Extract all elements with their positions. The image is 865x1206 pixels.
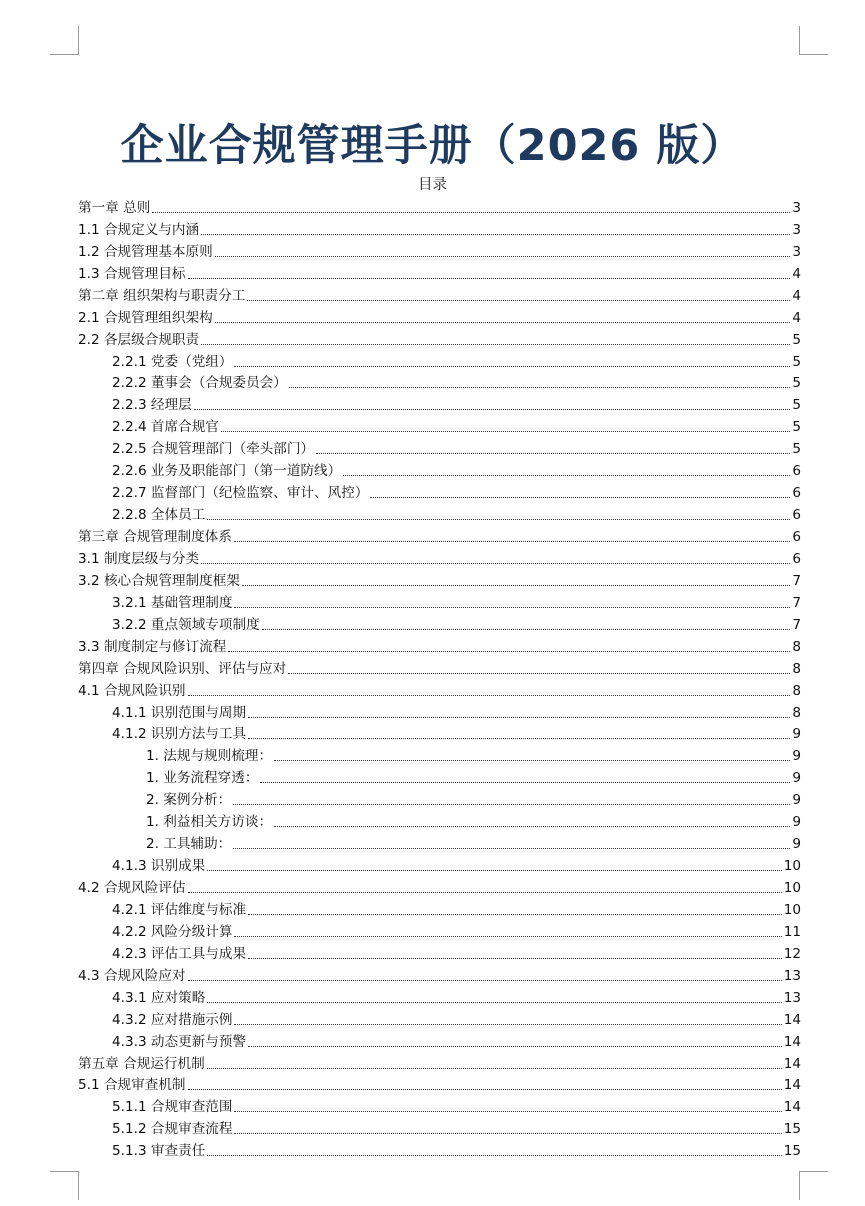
toc-dot-leader [207, 519, 790, 520]
toc-dot-leader [207, 1155, 781, 1156]
toc-page-number: 9 [792, 814, 801, 831]
toc-page-number: 15 [783, 1143, 801, 1160]
toc-entry[interactable] [78, 723, 801, 745]
toc-entry-title: 2.1 合规管理组织架构 [78, 309, 213, 326]
toc-page-number: 14 [783, 1033, 801, 1050]
document-title: 企业合规管理手册（2026 版） [120, 120, 745, 171]
toc-dot-leader [188, 1089, 782, 1090]
toc-page-number: 10 [783, 858, 801, 875]
toc-entry-title: 1.3 合规管理目标 [78, 265, 186, 282]
toc-entry-title: 4.1 合规风险识别 [78, 682, 186, 699]
toc-dot-leader [188, 980, 782, 981]
toc-entry[interactable] [78, 1052, 801, 1074]
toc-page-number: 5 [792, 331, 801, 348]
toc-entry[interactable] [78, 350, 801, 372]
toc-entry-title: 4.1.1 识别范围与周期 [112, 704, 247, 721]
toc-entry-title: 第二章 组织架构与职责分工 [78, 287, 246, 304]
toc-entry-title: 5.1 合规审查机制 [78, 1077, 186, 1094]
toc-entry[interactable] [78, 942, 801, 964]
toc-entry-title: 4.1.2 识别方法与工具 [112, 726, 247, 743]
toc-dot-leader [234, 1133, 781, 1134]
toc-dot-leader [234, 936, 781, 937]
toc-dot-leader [234, 541, 790, 542]
toc-dot-leader [221, 431, 790, 432]
toc-dot-leader [201, 344, 790, 345]
toc-dot-leader [215, 256, 791, 257]
toc-entry[interactable] [78, 459, 801, 481]
toc-page-number: 8 [792, 682, 801, 699]
toc-dot-leader [207, 1068, 782, 1069]
toc-entry[interactable] [78, 832, 801, 854]
toc-entry-title: 2.2.7 监督部门（纪检监察、审计、风控） [112, 485, 369, 502]
toc-entry-title: 第三章 合规管理制度体系 [78, 529, 232, 545]
toc-dot-leader [233, 848, 790, 849]
toc-entry[interactable] [78, 898, 801, 920]
toc-entry-title: 2.2.2 董事会（合规委员会） [112, 375, 287, 392]
toc-entry[interactable] [78, 920, 801, 942]
toc-page-number: 9 [792, 792, 801, 809]
toc-page-number: 10 [783, 901, 801, 918]
toc-entry[interactable] [78, 657, 801, 679]
toc-dot-leader [234, 607, 790, 608]
toc-dot-leader [262, 629, 791, 630]
toc-page-number: 4 [792, 265, 801, 282]
toc-entry[interactable] [78, 284, 801, 306]
toc-page-number: 9 [792, 726, 801, 743]
toc-page-number: 10 [783, 880, 801, 896]
toc-entry-title: 4.2.3 评估工具与成果 [112, 945, 247, 962]
toc-entry[interactable] [78, 415, 801, 437]
toc-entry[interactable] [78, 635, 801, 657]
crop-mark-top-right [799, 26, 828, 55]
toc-dot-leader [248, 717, 790, 718]
toc-entry-title: 2. 案例分析： [146, 792, 232, 809]
toc-entry[interactable] [78, 876, 801, 898]
toc-entry-title: 2. 工具辅助： [146, 836, 232, 853]
toc-page-number: 6 [792, 485, 801, 502]
toc-dot-leader [188, 278, 791, 279]
crop-mark-bottom-left [50, 1171, 79, 1200]
toc-entry[interactable] [78, 766, 801, 788]
toc-heading: 目录 [418, 177, 447, 193]
toc-entry-title: 4.3 合规风险应对 [78, 967, 186, 984]
toc-entry-title: 5.1.1 合规审查范围 [112, 1099, 233, 1116]
toc-entry[interactable] [78, 437, 801, 459]
toc-entry-title: 1.2 合规管理基本原则 [78, 243, 213, 260]
toc-entry[interactable] [78, 262, 801, 284]
table-of-contents [78, 196, 801, 1161]
toc-dot-leader [201, 234, 790, 235]
toc-entry[interactable] [78, 481, 801, 503]
toc-entry-title: 第一章 总则 [78, 199, 151, 216]
toc-dot-leader [274, 826, 790, 827]
toc-entry[interactable] [78, 964, 801, 986]
toc-entry-title: 1.1 合规定义与内涵 [78, 221, 200, 238]
toc-entry[interactable] [78, 240, 801, 262]
toc-page-number: 4 [792, 309, 801, 326]
toc-dot-leader [248, 1046, 782, 1047]
toc-dot-leader [188, 695, 791, 696]
toc-dot-leader [248, 958, 782, 959]
toc-entry-title: 第四章 合规风险识别、评估与应对 [78, 660, 287, 677]
toc-dot-leader [233, 804, 790, 805]
toc-page-number: 13 [783, 989, 801, 1006]
toc-dot-leader [289, 387, 790, 388]
toc-entry[interactable] [78, 569, 801, 591]
toc-dot-leader [370, 497, 790, 498]
toc-page-number: 7 [792, 616, 801, 633]
toc-dot-leader [242, 585, 790, 586]
toc-entry[interactable] [78, 218, 801, 240]
toc-entry[interactable] [78, 701, 801, 723]
toc-entry[interactable] [78, 328, 801, 350]
toc-entry[interactable] [78, 525, 801, 547]
toc-entry-title: 3.2 核心合规管理制度框架 [78, 572, 240, 589]
toc-entry-title: 4.3.1 应对策略 [112, 989, 206, 1006]
toc-page-number: 6 [792, 507, 801, 524]
toc-entry-title: 1. 利益相关方访谈： [146, 814, 273, 831]
toc-entry-title: 1. 法规与规则梳理： [146, 748, 273, 765]
toc-page-number: 8 [792, 704, 801, 721]
toc-dot-leader [248, 914, 782, 915]
toc-dot-leader [152, 212, 790, 213]
toc-page-number: 6 [792, 529, 801, 545]
toc-entry[interactable] [78, 744, 801, 766]
crop-mark-top-left [50, 26, 79, 55]
toc-page-number: 5 [792, 353, 801, 370]
toc-page-number: 4 [792, 287, 801, 304]
toc-page-number: 8 [792, 638, 801, 655]
toc-entry-title: 2.2.3 经理层 [112, 397, 192, 414]
toc-page-number: 5 [792, 441, 801, 458]
toc-entry[interactable] [78, 393, 801, 415]
toc-dot-leader [316, 453, 790, 454]
toc-entry-title: 3.1 制度层级与分类 [78, 550, 200, 567]
toc-page-number: 7 [792, 594, 801, 611]
toc-dot-leader [288, 673, 790, 674]
toc-dot-leader [207, 870, 781, 871]
toc-dot-leader [248, 738, 790, 739]
toc-page-number: 9 [792, 748, 801, 765]
toc-entry-title: 3.3 制度制定与修订流程 [78, 638, 227, 655]
toc-page-number: 13 [783, 967, 801, 984]
toc-entry[interactable] [78, 591, 801, 613]
toc-page-number: 5 [792, 397, 801, 414]
toc-entry[interactable] [78, 986, 801, 1008]
toc-entry[interactable] [78, 1008, 801, 1030]
toc-dot-leader [188, 892, 782, 893]
toc-entry-title: 2.2.8 全体员工 [112, 507, 206, 524]
toc-entry-title: 5.1.2 合规审查流程 [112, 1121, 233, 1138]
toc-entry[interactable] [78, 1095, 801, 1117]
toc-entry-title: 4.3.2 应对措施示例 [112, 1011, 233, 1028]
toc-dot-leader [234, 1024, 781, 1025]
toc-entry-title: 4.1.3 识别成果 [112, 858, 206, 875]
toc-page-number: 14 [783, 1077, 801, 1094]
toc-entry[interactable] [78, 306, 801, 328]
toc-entry[interactable] [78, 810, 801, 832]
toc-page-number: 15 [783, 1121, 801, 1138]
toc-dot-leader [207, 1002, 781, 1003]
toc-entry[interactable] [78, 1139, 801, 1161]
toc-entry[interactable] [78, 788, 801, 810]
toc-page-number: 14 [783, 1011, 801, 1028]
toc-entry-title: 2.2 各层级合规职责 [78, 331, 200, 348]
toc-dot-leader [234, 1111, 781, 1112]
toc-entry[interactable] [78, 372, 801, 394]
toc-entry-title: 4.2.2 风险分级计算 [112, 923, 233, 940]
toc-entry-title: 1. 业务流程穿透： [146, 770, 259, 787]
toc-page-number: 8 [792, 660, 801, 677]
toc-dot-leader [228, 651, 790, 652]
toc-page-number: 3 [792, 221, 801, 238]
toc-entry-title: 第五章 合规运行机制 [78, 1055, 205, 1072]
toc-page-number: 9 [792, 770, 801, 787]
toc-page-number: 5 [792, 375, 801, 392]
toc-entry[interactable] [78, 196, 801, 218]
toc-page-number: 9 [792, 836, 801, 853]
toc-entry-title: 4.3.3 动态更新与预警 [112, 1033, 247, 1050]
toc-entry[interactable] [78, 1030, 801, 1052]
toc-dot-leader [274, 760, 790, 761]
toc-dot-leader [260, 782, 790, 783]
crop-mark-bottom-right [799, 1171, 828, 1200]
toc-page-number: 3 [792, 243, 801, 260]
toc-entry[interactable] [78, 1117, 801, 1139]
toc-entry-title: 3.2.1 基础管理制度 [112, 594, 233, 611]
toc-dot-leader [215, 322, 791, 323]
toc-page-number: 11 [783, 923, 801, 940]
toc-entry-title: 4.2.1 评估维度与标准 [112, 901, 247, 918]
toc-entry-title: 3.2.2 重点领域专项制度 [112, 616, 260, 633]
toc-entry[interactable] [78, 854, 801, 876]
toc-page-number: 3 [792, 199, 801, 216]
toc-entry-title: 2.2.6 业务及职能部门（第一道防线） [112, 463, 342, 480]
toc-page-number: 14 [783, 1055, 801, 1072]
toc-entry[interactable] [78, 613, 801, 635]
toc-entry[interactable] [78, 679, 801, 701]
toc-page-number: 6 [792, 550, 801, 567]
toc-page-number: 7 [792, 572, 801, 589]
toc-entry[interactable] [78, 503, 801, 525]
toc-entry[interactable] [78, 1074, 801, 1096]
toc-entry-title: 4.2 合规风险评估 [78, 880, 186, 896]
toc-dot-leader [234, 366, 790, 367]
toc-entry[interactable] [78, 547, 801, 569]
toc-page-number: 5 [792, 419, 801, 436]
toc-entry-title: 5.1.3 审查责任 [112, 1143, 206, 1160]
toc-dot-leader [343, 475, 790, 476]
toc-entry-title: 2.2.1 党委（党组） [112, 353, 233, 370]
toc-dot-leader [247, 300, 790, 301]
toc-page-number: 6 [792, 463, 801, 480]
toc-page-number: 14 [783, 1099, 801, 1116]
toc-entry-title: 2.2.5 合规管理部门（牵头部门） [112, 441, 315, 458]
toc-dot-leader [201, 563, 790, 564]
toc-entry-title: 2.2.4 首席合规官 [112, 419, 219, 436]
toc-dot-leader [194, 409, 791, 410]
toc-page-number: 12 [783, 945, 801, 962]
